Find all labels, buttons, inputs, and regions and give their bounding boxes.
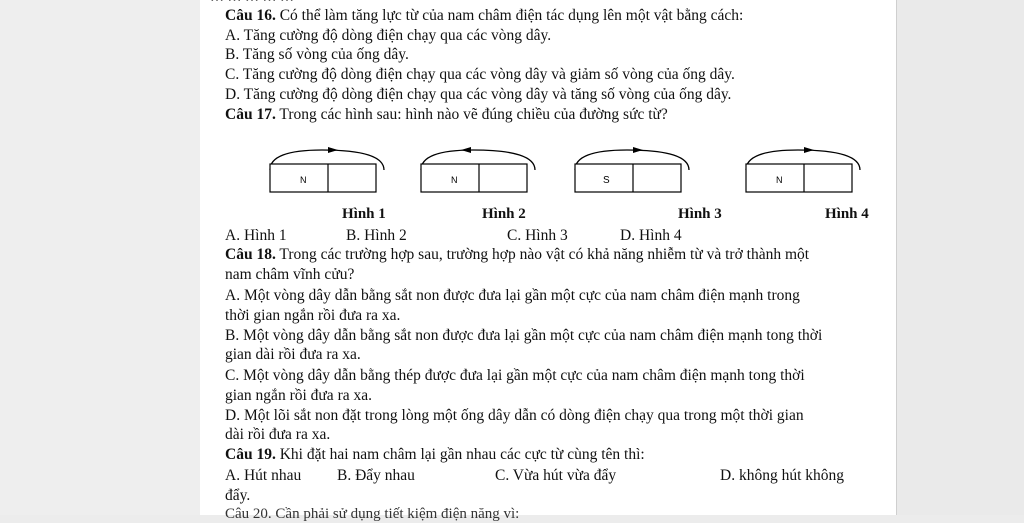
figure-2-label: Hình 2 bbox=[482, 206, 526, 222]
left-margin bbox=[0, 0, 200, 515]
q17-option-b: B. Hình 2 bbox=[346, 227, 407, 244]
q16-option-b: B. Tăng số vòng của ống dây. bbox=[225, 46, 409, 63]
figure-3 bbox=[567, 146, 697, 201]
arrow-right-icon bbox=[804, 147, 814, 153]
q19-label: Câu 19. bbox=[225, 446, 276, 463]
q20-cut-line: Câu 20. Cần phải sử dụng tiết kiệm điện năng vì: bbox=[225, 506, 520, 522]
q17-option-d: D. Hình 4 bbox=[620, 227, 682, 244]
q17-option-a: A. Hình 1 bbox=[225, 227, 287, 244]
q18-option-a-cont: thời gian ngắn rồi đưa ra xa. bbox=[225, 307, 401, 324]
q18-text: Trong các trường hợp sau, trường hợp nào vật có khả năng nhiễm từ và trở thành một bbox=[275, 246, 810, 263]
q16-text: Có thể làm tăng lực từ của nam châm điện tác dụng lên một vật bằng cách: bbox=[275, 7, 744, 24]
figure-1-label: Hình 1 bbox=[342, 206, 386, 222]
q18-stem-cont: nam châm vĩnh cửu? bbox=[225, 266, 355, 283]
arrow-left-icon bbox=[461, 147, 471, 153]
figure-2 bbox=[413, 146, 543, 201]
q19-option-d: D. không hút không bbox=[720, 467, 844, 484]
pole-label: S bbox=[603, 175, 610, 186]
q17-option-c: C. Hình 3 bbox=[507, 227, 568, 244]
right-margin bbox=[897, 0, 1024, 515]
top-cut-text bbox=[210, 0, 294, 6]
figure-4 bbox=[738, 146, 868, 201]
q18-label: Câu 18. bbox=[225, 246, 276, 263]
q18-stem bbox=[225, 246, 809, 264]
pole-label: N bbox=[776, 175, 783, 185]
q16-option-a: A. Tăng cường độ dòng điện chạy qua các vòng dây. bbox=[225, 27, 552, 44]
figure-1 bbox=[262, 146, 392, 201]
q19-option-c: C. Vừa hút vừa đẩy bbox=[495, 467, 617, 484]
magnet-diagram-2 bbox=[413, 146, 543, 196]
arrow-right-icon bbox=[633, 147, 643, 153]
figure-3-label: Hình 3 bbox=[678, 206, 722, 222]
magnet-diagram-3 bbox=[567, 146, 697, 196]
q16-option-d: D. Tăng cường độ dòng điện chạy qua các vòng dây và tăng số vòng của ống dây. bbox=[225, 86, 732, 103]
q18-option-c: C. Một vòng dây dẫn bằng thép được đưa lại gần một cực của nam châm điện mạnh tong thời bbox=[225, 367, 805, 384]
q16-label: Câu 16. bbox=[225, 7, 276, 24]
q18-option-c-cont: gian ngắn rồi đưa ra xa. bbox=[225, 387, 372, 404]
q18-option-b: B. Một vòng dây dẫn bằng sắt non được đưa lại gần một cực của nam châm điện mạnh tong thời bbox=[225, 327, 823, 344]
q19-stem bbox=[225, 446, 645, 464]
q19-option-b: B. Đẩy nhau bbox=[337, 467, 415, 484]
q18-option-d-cont: dài rồi đưa ra xa. bbox=[225, 426, 331, 443]
q18-option-a: A. Một vòng dây dẫn bằng sắt non được đưa lại gần một cực của nam châm điện mạnh trong bbox=[225, 287, 800, 304]
q17-stem bbox=[225, 106, 668, 124]
q16-stem bbox=[225, 7, 743, 25]
magnet-diagram-1 bbox=[262, 146, 392, 196]
magnet-diagram-4 bbox=[738, 146, 868, 196]
q19-option-a: A. Hút nhau bbox=[225, 467, 302, 484]
q17-label: Câu 17. bbox=[225, 106, 276, 123]
arrow-right-icon bbox=[328, 147, 338, 153]
pole-label: N bbox=[451, 175, 458, 185]
q18-option-d: D. Một lõi sắt non đặt trong lòng một ống dây dẫn có dòng điện chạy qua trong một thời gian bbox=[225, 407, 804, 424]
q17-text: Trong các hình sau: hình nào vẽ đúng chiều của đường sức từ? bbox=[275, 106, 668, 123]
q18-option-b-cont: gian dài rồi đưa ra xa. bbox=[225, 346, 361, 363]
q19-text: Khi đặt hai nam châm lại gần nhau các cực từ cùng tên thì: bbox=[275, 446, 645, 463]
q19-option-d-cont: đẩy. bbox=[225, 487, 251, 504]
figure-4-label: Hình 4 bbox=[825, 206, 869, 222]
pole-label: N bbox=[300, 175, 307, 185]
q16-option-c: C. Tăng cường độ dòng điện chạy qua các vòng dây và giảm số vòng của ống dây. bbox=[225, 66, 735, 83]
